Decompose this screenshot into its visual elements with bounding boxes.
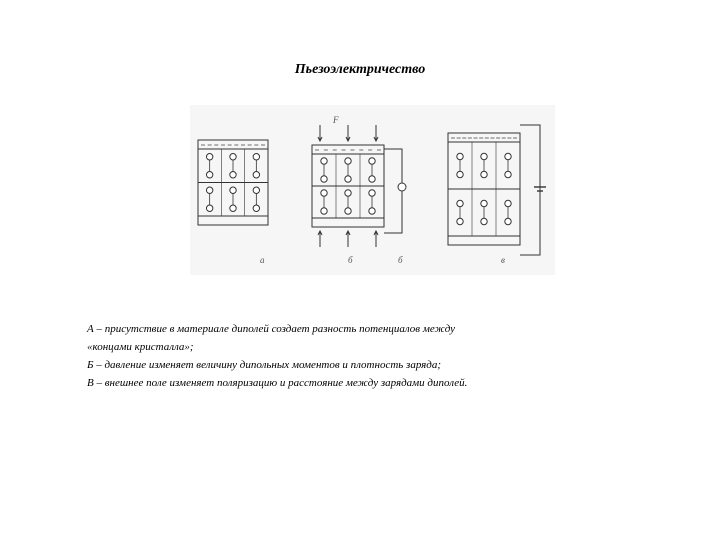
- panel-a-dipole-1-1-neg: [230, 187, 236, 193]
- panel-c-dipole-0-1-neg: [481, 153, 487, 159]
- panel-c-dipole-0-0-pos: [457, 171, 463, 177]
- panel-c-dipole-1-0-pos: [457, 218, 463, 224]
- panel-c-dipole-0-1-pos: [481, 171, 487, 177]
- panel-b-meter: [398, 183, 406, 191]
- panel-b-dipole-0-2-neg: [369, 158, 375, 164]
- caption-line-a-1: А – присутствие в материале диполей создает разность потенциалов между: [87, 323, 455, 335]
- caption: [87, 320, 647, 392]
- panel-b-dipole-1-2-neg: [369, 190, 375, 196]
- panel-b-dipole-1-1-neg: [345, 190, 351, 196]
- panel-c-dipole-0-0-neg: [457, 153, 463, 159]
- panel-a-dipole-1-2-neg: [253, 187, 259, 193]
- panel-c-dipole-1-2-neg: [505, 200, 511, 206]
- panel-a-dipole-1-1-pos: [230, 205, 236, 211]
- caption-line-b: Б – давление изменяет величину дипольных моментов и плотность заряда;: [87, 359, 442, 371]
- panel-b-dipole-1-0-pos: [321, 208, 327, 214]
- panel-b-dipole-1-2-pos: [369, 208, 375, 214]
- piezo-diagram: [190, 105, 555, 275]
- panel-c-dipole-0-2-neg: [505, 153, 511, 159]
- panel-b-dipole-0-0-pos: [321, 176, 327, 182]
- panel-b-dipole-0-2-pos: [369, 176, 375, 182]
- force-label: F: [333, 115, 339, 125]
- caption-line-a-2: «концами кристалла»;: [87, 341, 194, 353]
- panel-b-dipole-1-1-pos: [345, 208, 351, 214]
- panel-c-dipole-1-1-pos: [481, 218, 487, 224]
- caption-line-c: В – внешнее поле изменяет поляризацию и расстояние между зарядами диполей.: [87, 377, 468, 389]
- panel-c-dipole-1-2-pos: [505, 218, 511, 224]
- panel-b-dipole-0-1-pos: [345, 176, 351, 182]
- panel-a-dipole-0-0-neg: [206, 154, 212, 160]
- panel-b-dipole-0-1-neg: [345, 158, 351, 164]
- panel-b-dipole-0-0-neg: [321, 158, 327, 164]
- panel-a-dipole-0-2-neg: [253, 154, 259, 160]
- panel-c-dipole-1-1-neg: [481, 200, 487, 206]
- panel-a-dipole-0-2-pos: [253, 172, 259, 178]
- panel-c-dipole-1-0-neg: [457, 200, 463, 206]
- panel-label-c: в: [501, 255, 505, 265]
- panel-a-dipole-1-2-pos: [253, 205, 259, 211]
- piezo-diagram-svg: [190, 105, 555, 275]
- panel-label-b2: б: [398, 255, 403, 265]
- panel-a-dipole-1-0-pos: [206, 205, 212, 211]
- panel-a-dipole-1-0-neg: [206, 187, 212, 193]
- panel-b-dipole-1-0-neg: [321, 190, 327, 196]
- panel-c-dipole-0-2-pos: [505, 171, 511, 177]
- panel-a-dipole-0-1-neg: [230, 154, 236, 160]
- panel-label-b1: б: [348, 255, 353, 265]
- panel-label-a: a: [260, 255, 265, 265]
- slide-title: Пьезоэлектричество: [294, 62, 426, 77]
- panel-a-dipole-0-1-pos: [230, 172, 236, 178]
- panel-a-dipole-0-0-pos: [206, 172, 212, 178]
